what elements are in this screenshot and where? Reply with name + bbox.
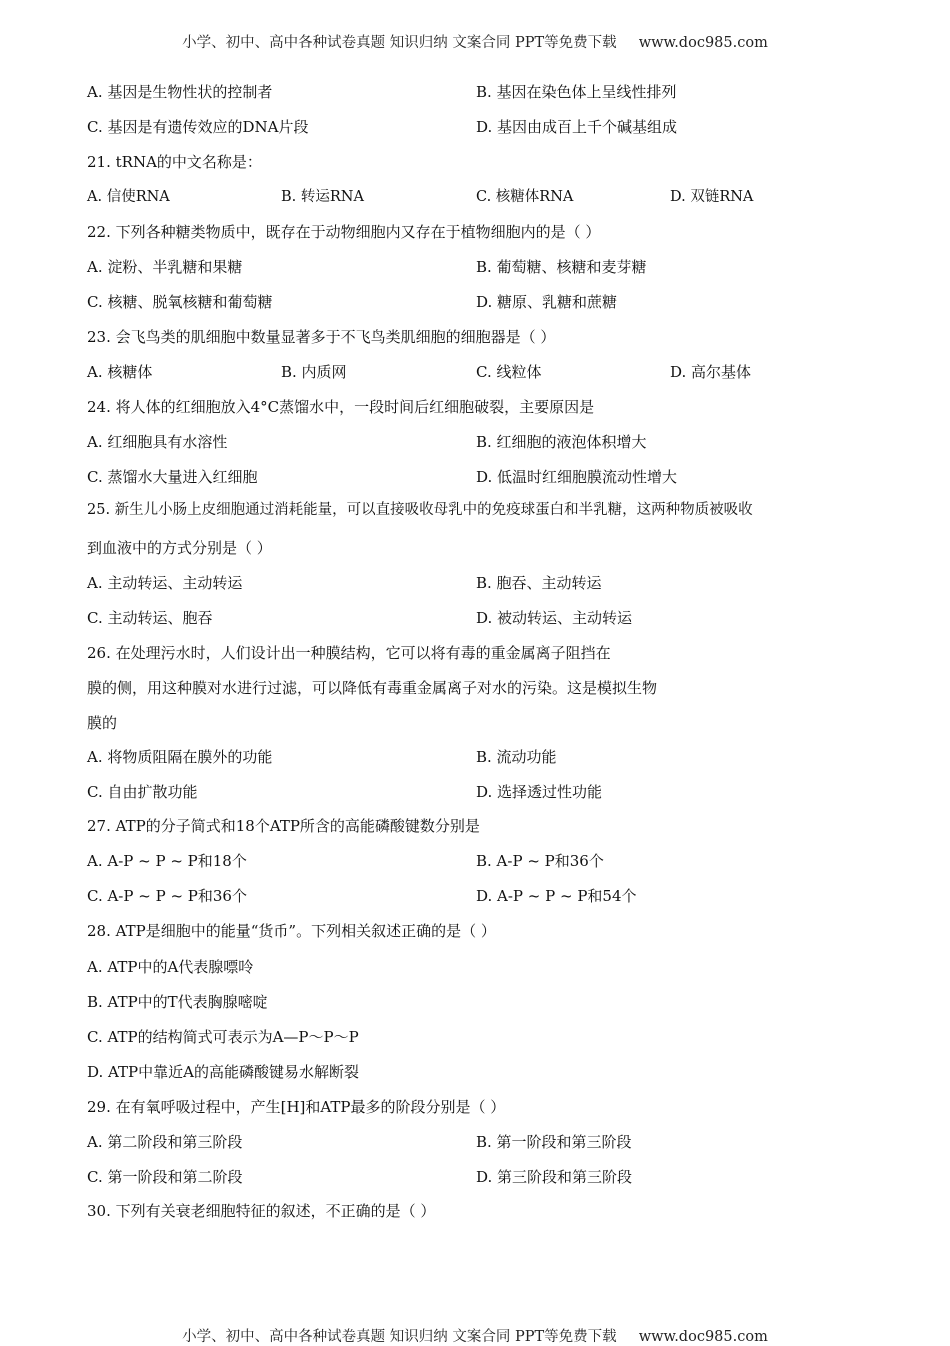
q29-option-c: C. 第一阶段和第二阶段 xyxy=(87,1168,243,1186)
q23-option-d: D. 高尔基体 xyxy=(670,363,752,381)
header-url[interactable]: www.doc985.com xyxy=(638,35,768,51)
q24-option-b: B. 红细胞的液泡体积增大 xyxy=(476,433,647,451)
q26-stem-line3: 膜的 xyxy=(87,714,118,732)
q28-option-d: D. ATP中靠近A的高能磷酸键易水解断裂 xyxy=(87,1063,359,1081)
q25-option-a: A. 主动转运、主动转运 xyxy=(87,574,243,592)
q25-stem-line2: 到血液中的方式分别是（ ） xyxy=(87,539,272,557)
q28-option-b: B. ATP中的T代表胸腺嘧啶 xyxy=(87,993,268,1011)
q23-option-c: C. 线粒体 xyxy=(476,363,542,381)
q21-option-a: A. 信使RNA xyxy=(87,189,170,205)
header-text: 小学、初中、高中各种试卷真题 知识归纳 文案合同 PPT等免费下载 xyxy=(182,35,617,51)
q29-stem: 29. 在有氧呼吸过程中，产生[H]和ATP最多的阶段分别是（ ） xyxy=(87,1098,506,1116)
q27-stem: 27. ATP的分子简式和18个ATP所含的高能磷酸键数分别是 xyxy=(87,817,480,835)
q21-option-d: D. 双链RNA xyxy=(670,189,754,205)
q25-option-b: B. 胞吞、主动转运 xyxy=(476,574,602,592)
q21-option-c: C. 核糖体RNA xyxy=(476,189,574,205)
q26-option-b: B. 流动功能 xyxy=(476,748,557,766)
q22-option-d: D. 糖原、乳糖和蔗糖 xyxy=(476,293,618,311)
q20-option-b: B. 基因在染色体上呈线性排列 xyxy=(476,83,677,101)
q26-stem-line1: 26. 在处理污水时，人们设计出一种膜结构，它可以将有毒的重金属离子阻挡在 xyxy=(87,644,611,662)
q27-option-a: A. A-P ~ P ~ P和18个 xyxy=(87,852,247,870)
q28-option-a: A. ATP中的A代表腺嘌呤 xyxy=(87,958,254,976)
footer-text: 小学、初中、高中各种试卷真题 知识归纳 文案合同 PPT等免费下载 xyxy=(182,1329,617,1345)
q21-stem: 21. tRNA的中文名称是： xyxy=(87,153,262,171)
q22-option-a: A. 淀粉、半乳糖和果糖 xyxy=(87,258,243,276)
q23-stem: 23. 会飞鸟类的肌细胞中数量显著多于不飞鸟类肌细胞的细胞器是（ ） xyxy=(87,328,556,346)
q29-option-a: A. 第二阶段和第三阶段 xyxy=(87,1133,243,1151)
q21-option-b: B. 转运RNA xyxy=(281,189,364,205)
q24-option-c: C. 蒸馏水大量进入红细胞 xyxy=(87,468,258,486)
q22-option-c: C. 核糖、脱氧核糖和葡萄糖 xyxy=(87,293,273,311)
q26-stem-line2: 膜的侧，用这种膜对水进行过滤，可以降低有毒重金属离子对水的污染。这是模拟生物 xyxy=(87,679,658,697)
q27-option-b: B. A-P ~ P和36个 xyxy=(476,852,604,870)
q27-option-c: C. A-P ~ P ~ P和36个 xyxy=(87,887,247,905)
q25-option-c: C. 主动转运、胞吞 xyxy=(87,609,213,627)
q29-option-b: B. 第一阶段和第三阶段 xyxy=(476,1133,632,1151)
q20-option-d: D. 基因由成百上千个碱基组成 xyxy=(476,118,678,136)
q20-option-a: A. 基因是生物性状的控制者 xyxy=(87,83,273,101)
q23-option-b: B. 内质网 xyxy=(281,363,347,381)
q22-option-b: B. 葡萄糖、核糖和麦芽糖 xyxy=(476,258,647,276)
q25-stem-line1: 25. 新生儿小肠上皮细胞通过消耗能量，可以直接吸收母乳中的免疫球蛋白和半乳糖，这两种物质被吸收 xyxy=(87,502,753,518)
q24-stem: 24. 将人体的红细胞放入4°C蒸馏水中，一段时间后红细胞破裂，主要原因是 xyxy=(87,398,595,416)
q25-option-d: D. 被动转运、主动转运 xyxy=(476,609,633,627)
q24-option-d: D. 低温时红细胞膜流动性增大 xyxy=(476,468,678,486)
q28-option-c: C. ATP的结构简式可表示为A—P～P～P xyxy=(87,1028,359,1046)
q30-stem: 30. 下列有关衰老细胞特征的叙述，不正确的是（ ） xyxy=(87,1202,436,1220)
q26-option-a: A. 将物质阻隔在膜外的功能 xyxy=(87,748,273,766)
q26-option-d: D. 选择透过性功能 xyxy=(476,783,603,801)
q20-option-c: C. 基因是有遗传效应的DNA片段 xyxy=(87,118,309,136)
q28-stem: 28. ATP是细胞中的能量“货币”。下列相关叙述正确的是（ ） xyxy=(87,922,496,940)
q29-option-d: D. 第三阶段和第三阶段 xyxy=(476,1168,633,1186)
page-header xyxy=(0,31,950,52)
footer-url[interactable]: www.doc985.com xyxy=(638,1329,768,1345)
q22-stem: 22. 下列各种糖类物质中，既存在于动物细胞内又存在于植物细胞内的是（ ） xyxy=(87,223,601,241)
q26-option-c: C. 自由扩散功能 xyxy=(87,783,198,801)
page-footer xyxy=(0,1325,950,1346)
q23-option-a: A. 核糖体 xyxy=(87,363,153,381)
q24-option-a: A. 红细胞具有水溶性 xyxy=(87,433,228,451)
q27-option-d: D. A-P ~ P ~ P和54个 xyxy=(476,887,637,905)
